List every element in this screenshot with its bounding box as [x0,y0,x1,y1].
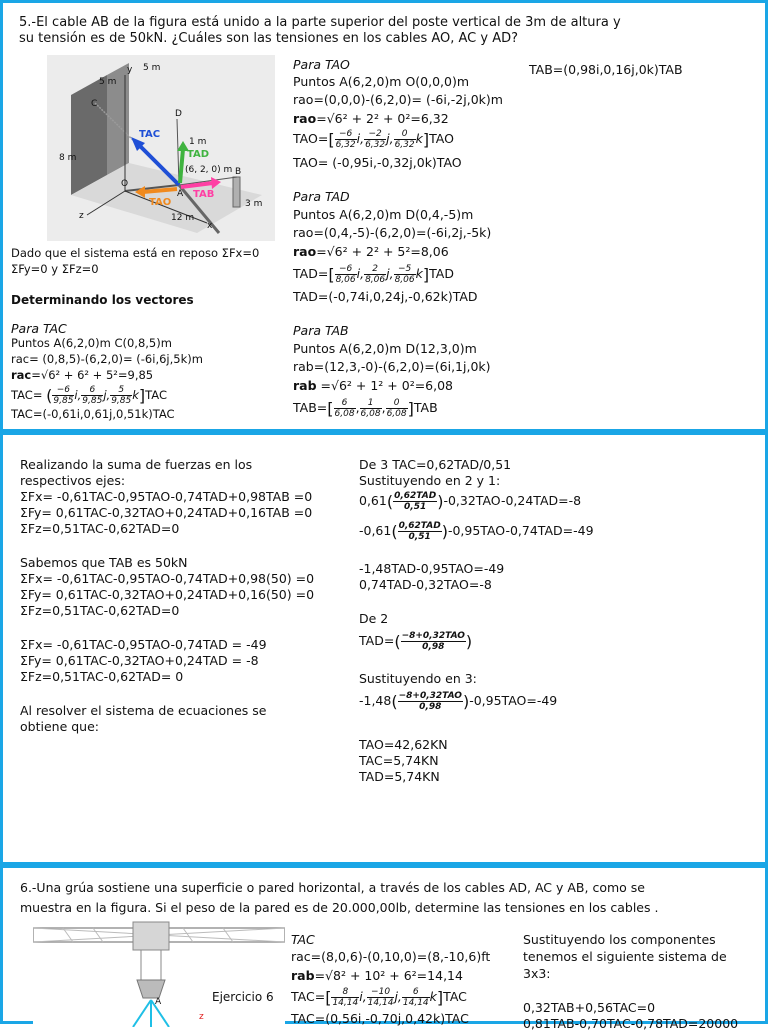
figure-crane-drawing [33,920,285,1027]
fig1-label-tab: TAB [193,189,215,200]
problem-5-panel [0,0,768,432]
tad-expression: TAD=( $\frac{\text{−8+0,32TAO}}{0,98}$ ) [359,631,473,652]
tac-unit-vector: TAC= ( $\frac{-6}{9,85}$ i, $\frac{6}{9,85}$ j, $\frac{5}{9,85}$ k]TAC [11,385,167,406]
eq-fy-1: ΣFy= 0,61TAC-0,32TAO+0,24TAD+0,16TAB =0 [20,505,313,520]
tab-rab: rab=(12,3,-0)-(6,2,0)=(6i,1j,0k) [293,359,491,374]
tab-unit-vector: TAB=[ $\frac{6}{6,08}$ , $\frac{1}{6,08}$ , $\frac{0}{6,08}$ ]TAB [293,398,438,419]
fig2-axis-z: z [199,1012,204,1022]
fig1-dim-8m: 8 m [59,153,77,163]
tab-result-top: TAB=(0,98i,0,16j,0k)TAB [529,62,683,77]
tac-magnitude: rac=√6² + 6² + 5²=9,85 [11,368,154,382]
fig1-dim-3m: 3 m [245,199,263,209]
problem-6-panel [0,865,768,1031]
fig1-label-b: B [235,167,242,177]
tao-result: TAO= (-0,95i,-0,32j,0k)TAO [293,155,462,170]
p6-tac-unit-vector: TAC=[ $\frac{8}{14,14}$ i, $\frac{-10}{14,14}$ j, $\frac{6}{14,14}$ k]TAC [291,987,467,1008]
from-eq2: De 2 [359,611,389,626]
p6-system-intro-3: 3x3: [523,966,551,981]
tac-rac: rac= (0,8,5)-(6,2,0)= (-6i,6j,5k)m [11,352,203,366]
eq-fy-3: ΣFy= 0,61TAC-0,32TAO+0,24TAD = -8 [20,653,259,668]
reduced-eq-1: -1,48TAD-0,95TAO=-49 [359,561,505,576]
tao-heading: Para TAO [293,57,350,72]
result-tac: TAC=5,74KN [359,753,439,768]
eq-fx-2: ΣFx= -0,61TAC-0,95TAO-0,74TAD+0,98(50) =0 [20,571,315,586]
sub-eq-2: -0,61( $\frac{\text{0,62TAD}}{0,51}$ )-0,95TAO-0,74TAD=-49 [359,521,594,542]
problem-6-line-1: 6.-Una grúa sostiene una superficie o pared horizontal, a través de los cables AD, AC y AB, como se [20,880,645,895]
result-tao: TAO=42,62KN [359,737,448,752]
tab-points: Puntos A(6,2,0)m D(12,3,0)m [293,341,477,356]
tad-unit-vector: TAD=[ $\frac{-6}{8,06}$ i, $\frac{2}{8,06}$ j, $\frac{-5}{8,06}$ k]TAD [293,264,454,285]
tab-magnitude: rab =√6² + 1² + 0²=6,08 [293,378,454,393]
rest-condition-line-2: ΣFy=0 y ΣFz=0 [11,262,99,276]
p6-system-eq-2: 0,81TAB-0,70TAC-0,78TAD=20000 [523,1016,739,1031]
eq-fz-2: ΣFz=0,51TAC-0,62TAD=0 [20,603,180,618]
tab-known: Sabemos que TAB es 50kN [20,555,188,570]
p6-system-eq-1: 0,32TAB+0,56TAC=0 [523,1000,656,1015]
eq-fx-3: ΣFx= -0,61TAC-0,95TAO-0,74TAD = -49 [20,637,267,652]
fig1-axis-y: y [127,65,133,75]
solve-intro-2: obtiene que: [20,719,99,734]
from-eq3: De 3 TAC=0,62TAD/0,51 [359,457,512,472]
fig1-label-tac: TAC [139,129,161,140]
figure-pole-cables [47,55,275,241]
tao-unit-vector: TAO=[ $\frac{-6}{6,32}$ i, $\frac{-2}{6,32}$ j, $\frac{0}{6,32}$ k]TAO [293,129,454,150]
p6-system-intro-2: tenemos el siguiente sistema de [523,949,727,964]
fig1-dim-5m-a: 5 m [99,77,117,87]
rest-condition-line-1: Dado que el sistema está en reposo ΣFx=0 [11,246,260,260]
sum-intro-2: respectivos ejes: [20,473,126,488]
solve-intro-1: Al resolver el sistema de ecuaciones se [20,703,267,718]
tao-rao: rao=(0,0,0)-(6,2,0)= (-6i,-2j,0k)m [293,92,503,107]
fig1-dim-1m: 1 m [189,137,207,147]
eq-fz-1: ΣFz=0,51TAC-0,62TAD=0 [20,521,180,536]
eq-fz-3: ΣFz=0,51TAC-0,62TAD= 0 [20,669,184,684]
eq-fy-2: ΣFy= 0,61TAC-0,32TAO+0,24TAD+0,16(50) =0 [20,587,315,602]
fig1-label-tao: TAO [149,197,172,208]
figure-crane [33,920,285,1027]
solution-panel [0,432,768,865]
tad-result: TAD=(-0,74i,0,24j,-0,62k)TAD [293,289,478,304]
fig1-label-a: A [177,189,184,199]
sub-eq-3: -1,48( $\frac{\text{−8+0,32TAO}}{0,98}$ )-0,95TAO=-49 [359,691,558,712]
p6-tac-result: TAC=(0,56i,-0,70j,0,42k)TAC [291,1011,469,1026]
fig1-label-tad: TAD [187,149,210,160]
reduced-eq-2: 0,74TAD-0,32TAO=-8 [359,577,492,592]
tac-heading: Para TAC [11,321,67,336]
fig2-caption: Ejercicio 6 [212,990,274,1004]
fig1-label-c: C [91,99,98,109]
tad-magnitude: rao=√6² + 2² + 5²=8,06 [293,244,449,259]
fig1-dim-5m-b: 5 m [143,63,161,73]
fig1-axis-z: z [79,211,84,221]
tad-points: Puntos A(6,2,0)m D(0,4,-5)m [293,207,474,222]
tac-points: Puntos A(6,2,0)m C(0,8,5)m [11,336,172,350]
tac-result: TAC=(-0,61i,0,61j,0,51k)TAC [11,407,175,421]
fig1-label-d: D [175,109,182,119]
fig1-label-o: O [121,179,129,189]
vectors-heading: Determinando los vectores [11,293,194,307]
result-tad: TAD=5,74KN [359,769,440,784]
fig1-dim-12m: 12 m [171,213,195,223]
problem-5-line-2: su tensión es de 50kN. ¿Cuáles son las tensiones en los cables AO, AC y AD? [19,31,519,46]
tad-rao: rao=(0,4,-5)-(6,2,0)=(-6i,2j,-5k) [293,225,492,240]
tab-heading: Para TAB [293,323,349,338]
p6-tac-heading: TAC [291,932,315,947]
p6-tac-magnitude: rab=√8² + 10² + 6²=14,14 [291,968,463,983]
eq-fx-1: ΣFx= -0,61TAC-0,95TAO-0,74TAD+0,98TAB =0 [20,489,313,504]
fig1-point-a-coords: (6, 2, 0) m [185,165,233,175]
sum-intro-1: Realizando la suma de fuerzas en los [20,457,253,472]
tao-points: Puntos A(6,2,0)m O(0,0,0)m [293,74,470,89]
substituting-2-1: Sustituyendo en 2 y 1: [359,473,501,488]
p6-system-intro-1: Sustituyendo los componentes [523,932,716,947]
fig1-axis-x: x [207,221,213,231]
fig2-label-a: A [155,997,162,1007]
substituting-3: Sustituyendo en 3: [359,671,477,686]
tao-magnitude: rao=√6² + 2² + 0²=6,32 [293,111,449,126]
problem-5-line-1: 5.-El cable AB de la figura está unido a la parte superior del poste vertical de 3m de altura y [19,15,621,30]
tad-heading: Para TAD [293,189,350,204]
sub-eq-1: 0,61( $\frac{\text{0,62TAD}}{0,51}$ )-0,32TAO-0,24TAD=-8 [359,491,582,512]
p6-tac-rac: rac=(8,0,6)-(0,10,0)=(8,-10,6)ft [291,949,491,964]
problem-6-line-2: muestra en la figura. Si el peso de la pared es de 20.000,00lb, determine las tensiones en los cables . [20,900,659,915]
